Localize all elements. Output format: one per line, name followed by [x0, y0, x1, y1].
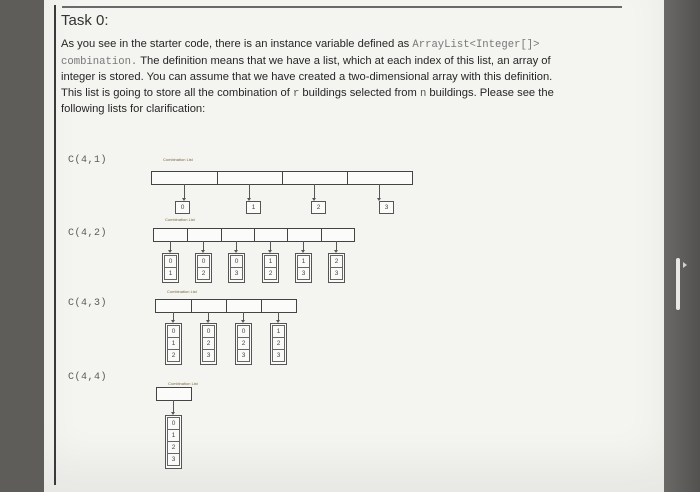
scroll-arrow-icon[interactable] [683, 262, 687, 268]
c42-array-element: 1 [297, 255, 310, 268]
c44-list-caption: Combination List [168, 381, 198, 386]
c43-array-element: 1 [167, 337, 180, 350]
list-slot-divider [282, 172, 283, 184]
c43-list-caption: Combination List [167, 289, 197, 294]
c42-integer-array [228, 253, 245, 283]
c43-array-element: 3 [237, 349, 250, 362]
list-pointer-arrow [208, 312, 209, 320]
c42-integer-array [295, 253, 312, 283]
c43-integer-array [270, 323, 287, 365]
c44-combination-list [156, 387, 192, 401]
var-r: r [292, 87, 300, 100]
list-pointer-arrow [249, 184, 250, 198]
para-text: integer is stored. You can assume that we have created a two-dimensional array with this definition. [61, 71, 553, 83]
c44-array-element: 1 [167, 429, 180, 442]
list-pointer-arrow [236, 241, 237, 250]
c41-array-element: 1 [246, 201, 261, 214]
list-slot-divider [261, 300, 262, 312]
list-pointer-arrow [336, 241, 337, 250]
c42-array-element: 2 [264, 267, 277, 280]
c41-label: C(4,1) [68, 155, 108, 166]
list-pointer-arrow [173, 400, 174, 412]
para-text: The definition means that we have a list, which at each index of this list, an array of [137, 54, 551, 67]
c41-combination-list [151, 171, 413, 185]
c42-array-element: 0 [230, 255, 243, 268]
list-pointer-arrow [243, 312, 244, 320]
var-n: n [419, 87, 427, 100]
c42-array-element: 3 [297, 267, 310, 280]
c43-array-element: 1 [272, 325, 285, 338]
list-slot-divider [254, 229, 255, 241]
list-pointer-arrow [379, 184, 380, 198]
list-pointer-arrow [278, 312, 279, 320]
para-text: buildings selected from [299, 86, 420, 99]
c44-array-element: 3 [167, 453, 180, 466]
list-pointer-arrow [184, 184, 185, 198]
list-slot-divider [347, 172, 348, 184]
c42-array-element: 1 [164, 267, 177, 280]
c44-label: C(4,4) [68, 372, 108, 383]
list-pointer-arrow [270, 241, 271, 250]
code-variable: combination. [61, 55, 138, 68]
list-pointer-arrow [314, 184, 315, 198]
c42-integer-array [162, 253, 179, 283]
task-description [61, 37, 631, 118]
para-text: As you see in the starter code, there is an instance variable defined as [61, 38, 413, 50]
c42-array-element: 0 [164, 255, 177, 268]
list-pointer-arrow [203, 241, 204, 250]
c43-integer-array [200, 323, 217, 365]
c42-array-element: 0 [197, 255, 210, 268]
list-pointer-arrow [170, 241, 171, 250]
c42-integer-array [262, 253, 279, 283]
code-type: ArrayList<Integer[]> [412, 39, 540, 51]
c43-integer-array [165, 323, 182, 365]
c43-label: C(4,3) [68, 298, 108, 309]
c43-array-element: 2 [272, 337, 285, 350]
c41-array-element: 2 [311, 201, 326, 214]
c44-array-element: 2 [167, 441, 180, 454]
c42-array-element: 1 [264, 255, 277, 268]
list-slot-divider [187, 229, 188, 241]
c43-array-element: 0 [167, 325, 180, 338]
c42-array-element: 3 [330, 267, 343, 280]
list-slot-divider [217, 172, 218, 184]
c42-array-element: 3 [230, 267, 243, 280]
c41-array-element: 0 [175, 201, 190, 214]
c42-integer-array [195, 253, 212, 283]
task-section [54, 5, 654, 485]
list-pointer-arrow [173, 312, 174, 320]
task-title: Task 0: [61, 12, 109, 29]
c41-list-caption: Combination List [163, 157, 193, 162]
list-slot-divider [191, 300, 192, 312]
c42-list-caption: Combination List [165, 217, 195, 222]
list-slot-divider [321, 229, 322, 241]
para-text: buildings. Please see the [426, 86, 554, 99]
c44-integer-array [165, 415, 182, 469]
c42-array-element: 2 [197, 267, 210, 280]
c42-label: C(4,2) [68, 228, 108, 239]
c43-array-element: 3 [272, 349, 285, 362]
list-slot-divider [287, 229, 288, 241]
c42-combination-list [153, 228, 355, 242]
c43-array-element: 2 [167, 349, 180, 362]
screen-bezel [662, 0, 700, 492]
c43-combination-list [155, 299, 297, 313]
para-text: following lists for clarification: [61, 103, 206, 115]
c43-array-element: 0 [202, 325, 215, 338]
c43-array-element: 0 [237, 325, 250, 338]
c41-array-element: 3 [379, 201, 394, 214]
scrollbar-handle[interactable] [676, 258, 680, 310]
c43-array-element: 3 [202, 349, 215, 362]
para-text: This list is going to store all the combination of [61, 86, 293, 99]
c43-array-element: 2 [202, 337, 215, 350]
list-slot-divider [226, 300, 227, 312]
list-pointer-arrow [303, 241, 304, 250]
c44-array-element: 0 [167, 417, 180, 430]
c42-integer-array [328, 253, 345, 283]
c43-integer-array [235, 323, 252, 365]
list-slot-divider [221, 229, 222, 241]
c42-array-element: 2 [330, 255, 343, 268]
c43-array-element: 2 [237, 337, 250, 350]
document-page [44, 0, 664, 492]
